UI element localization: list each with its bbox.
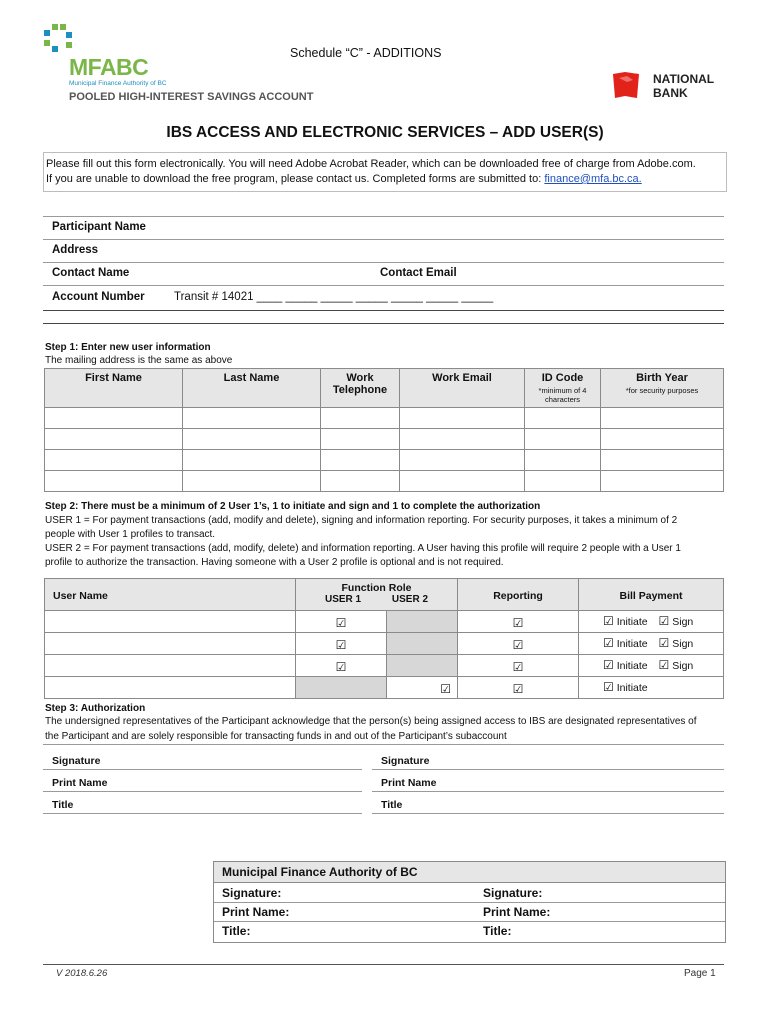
initiate-label: Initiate <box>616 682 648 694</box>
participant-title-2-field[interactable] <box>450 795 720 813</box>
col-user1: USER 1 <box>324 594 362 605</box>
table-row <box>45 611 724 633</box>
col-user2: USER 2 <box>391 594 429 605</box>
reporting-checkbox[interactable]: ☑ <box>458 677 579 699</box>
national-bank-line1: NATIONAL <box>653 72 715 86</box>
mfabc-logo-name: MFABC <box>69 54 149 80</box>
page-number: Page 1 <box>684 968 716 979</box>
col-work-telephone: Work Telephone <box>321 369 400 408</box>
transit-number[interactable]: Transit # 14021 ____ _____ _____ _____ _____ _____ _____ <box>174 291 494 303</box>
user2-disabled <box>387 655 458 677</box>
contact-email-label: Contact Email <box>380 267 457 279</box>
sign-label: Sign <box>672 638 694 650</box>
initiate-label: Initiate <box>616 638 648 650</box>
bill-payment-cell <box>579 633 724 655</box>
mfa-print-name-1-field[interactable] <box>314 903 474 921</box>
mfabc-logo-sub: Municipal Finance Authority of BC <box>69 80 167 87</box>
mfa-signature-2-label: Signature: <box>483 886 543 900</box>
telephone-field[interactable] <box>321 450 400 471</box>
bill-payment-cell <box>579 655 724 677</box>
participant-title-1-field[interactable] <box>120 795 360 813</box>
last-name-field[interactable] <box>183 471 321 492</box>
mfa-print-name-2-field[interactable] <box>574 903 719 921</box>
divider <box>43 310 724 311</box>
last-name-field[interactable] <box>183 450 321 471</box>
email-link[interactable]: finance@mfa.bc.ca. <box>544 173 642 185</box>
address-field[interactable] <box>160 241 720 261</box>
account-number-label: Account Number <box>52 291 145 303</box>
divider <box>372 791 724 792</box>
table-row <box>45 408 724 429</box>
user2-disabled <box>387 611 458 633</box>
mfa-authorization-box <box>213 861 726 943</box>
email-field[interactable] <box>400 450 525 471</box>
bill-payment-cell <box>579 611 724 633</box>
email-field[interactable] <box>400 408 525 429</box>
national-bank-logo <box>611 70 731 102</box>
col-bill-payment: Bill Payment <box>579 579 724 611</box>
step2-table <box>44 578 724 699</box>
divider <box>43 791 362 792</box>
user1-disabled <box>296 677 387 699</box>
step1-heading: Step 1: Enter new user information <box>45 342 211 353</box>
divider <box>43 285 724 286</box>
sign-label: Sign <box>672 616 694 628</box>
col-first-name: First Name <box>45 369 183 408</box>
col-work-email: Work Email <box>400 369 525 408</box>
divider <box>43 323 724 324</box>
national-bank-flag-icon <box>611 70 641 100</box>
reporting-checkbox[interactable]: ☑ <box>458 611 579 633</box>
id-code-field[interactable] <box>525 408 601 429</box>
initiate-checkbox[interactable]: ☑ <box>603 614 614 628</box>
mfa-signature-1-label: Signature: <box>222 886 282 900</box>
divider <box>372 769 724 770</box>
divider <box>43 239 724 240</box>
step3-text-a: The undersigned representatives of the Participant acknowledge that the person(s) being assigned access to IBS are designated representatives of <box>45 716 697 727</box>
divider <box>43 744 724 745</box>
participant-print-name-2-field[interactable] <box>450 773 720 791</box>
divider <box>43 813 362 814</box>
step2-user1-a: USER 1 = For payment transactions (add, modify and delete), signing and information reporting. For security purposes, it takes a minimum of 2 <box>45 515 678 526</box>
telephone-field[interactable] <box>321 429 400 450</box>
col-reporting: Reporting <box>458 579 579 611</box>
mfa-heading-bar <box>214 862 725 883</box>
first-name-field[interactable] <box>45 471 183 492</box>
national-bank-line2: BANK <box>653 86 688 100</box>
mfa-title-1-label: Title: <box>222 924 251 938</box>
divider <box>372 813 724 814</box>
birth-year-field[interactable] <box>601 450 724 471</box>
telephone-field[interactable] <box>321 471 400 492</box>
sign-checkbox[interactable]: ☑ <box>658 658 670 672</box>
mfa-signature-1-field[interactable] <box>304 883 474 901</box>
participant-signature-2-field[interactable] <box>450 751 720 769</box>
first-name-field[interactable] <box>45 408 183 429</box>
email-field[interactable] <box>400 429 525 450</box>
user-name-field[interactable] <box>45 611 296 633</box>
last-name-field[interactable] <box>183 408 321 429</box>
user-name-field[interactable] <box>45 655 296 677</box>
participant-print-name-1-field[interactable] <box>120 773 360 791</box>
divider <box>43 216 724 217</box>
mfa-print-name-2-label: Print Name: <box>483 905 551 919</box>
step1-table <box>44 368 724 492</box>
intro-line2: If you are unable to download the free program, please contact us. Completed forms are submitted to: <box>46 173 542 185</box>
footer-divider <box>43 964 724 965</box>
step2-user2-a: USER 2 = For payment transactions (add, modify, delete) and information reporting. A User having this profile will require 2 people with a User 1 <box>45 543 681 554</box>
user-name-field[interactable] <box>45 633 296 655</box>
table-row <box>45 429 724 450</box>
participant-signature-2-label: Signature <box>381 755 430 767</box>
telephone-field[interactable] <box>321 408 400 429</box>
intro-box <box>43 152 727 192</box>
mfa-title-2-label: Title: <box>483 924 512 938</box>
step3-text-b: the Participant and are solely responsible for transacting funds in and out of the Participant’s subaccount <box>45 731 507 742</box>
account-type: POOLED HIGH-INTEREST SAVINGS ACCOUNT <box>69 91 314 103</box>
schedule-title: Schedule “C” - ADDITIONS <box>290 46 442 60</box>
sign-label: Sign <box>672 660 694 672</box>
initiate-label: Initiate <box>616 660 648 672</box>
last-name-field[interactable] <box>183 429 321 450</box>
birth-year-field[interactable] <box>601 429 724 450</box>
table-row <box>45 633 724 655</box>
user2-checkbox[interactable]: ☑ <box>387 677 458 699</box>
reporting-checkbox[interactable]: ☑ <box>458 633 579 655</box>
reporting-checkbox[interactable]: ☑ <box>458 655 579 677</box>
divider <box>43 262 724 263</box>
mfabc-logo <box>44 24 194 88</box>
mfa-signature-2-field[interactable] <box>564 883 719 901</box>
user-name-field[interactable] <box>45 677 296 699</box>
col-birth-year: Birth Year *for security purposes <box>601 369 724 408</box>
contact-name-field[interactable] <box>160 264 370 284</box>
user2-disabled <box>387 633 458 655</box>
user1-checkbox[interactable]: ☑ <box>296 611 387 633</box>
first-name-field[interactable] <box>45 429 183 450</box>
participant-name-label: Participant Name <box>52 221 146 233</box>
intro-line2-wrap <box>46 172 642 186</box>
birth-year-field[interactable] <box>601 408 724 429</box>
id-code-field[interactable] <box>525 471 601 492</box>
step3-heading: Step 3: Authorization <box>45 703 146 714</box>
table-row <box>45 677 724 699</box>
participant-signature-1-field[interactable] <box>120 751 360 769</box>
mfabc-logo-mark-icon <box>44 24 72 52</box>
initiate-checkbox[interactable]: ☑ <box>603 680 614 694</box>
divider <box>43 769 362 770</box>
step2-user1-b: people with User 1 profiles to transact. <box>45 529 216 540</box>
table-row <box>45 450 724 471</box>
contact-email-field[interactable] <box>470 264 720 284</box>
first-name-field[interactable] <box>45 450 183 471</box>
participant-print-name-2-label: Print Name <box>381 777 437 789</box>
mfa-title-1-field[interactable] <box>274 922 474 940</box>
table-row <box>45 471 724 492</box>
col-id-code: ID Code *minimum of 4 characters <box>525 369 601 408</box>
id-code-field[interactable] <box>525 429 601 450</box>
participant-title-2-label: Title <box>381 799 403 811</box>
user1-checkbox[interactable]: ☑ <box>296 655 387 677</box>
participant-title-1-label: Title <box>52 799 74 811</box>
participant-name-field[interactable] <box>160 218 720 238</box>
id-code-field[interactable] <box>525 450 601 471</box>
col-last-name: Last Name <box>183 369 321 408</box>
mfa-title-2-field[interactable] <box>534 922 719 940</box>
intro-line1: Please fill out this form electronically. You will need Adobe Acrobat Reader, which can be downloaded free of charge from Adobe.com. <box>46 158 696 170</box>
initiate-label: Initiate <box>616 616 648 628</box>
participant-signature-1-label: Signature <box>52 755 101 767</box>
participant-print-name-1-label: Print Name <box>52 777 108 789</box>
step2-heading: Step 2: There must be a minimum of 2 User 1’s, 1 to initiate and sign and 1 to complete the authorization <box>45 501 541 512</box>
sign-checkbox[interactable]: ☑ <box>658 636 670 650</box>
initiate-checkbox[interactable]: ☑ <box>603 636 614 650</box>
birth-year-field[interactable] <box>601 471 724 492</box>
version-label: V 2018.6.26 <box>56 968 108 979</box>
contact-name-label: Contact Name <box>52 267 130 279</box>
form-title: IBS ACCESS AND ELECTRONIC SERVICES – ADD USER(S) <box>166 124 604 141</box>
col-function-role: Function Role USER 1 USER 2 <box>296 579 458 611</box>
mfa-print-name-1-label: Print Name: <box>222 905 290 919</box>
table-row <box>45 655 724 677</box>
address-label: Address <box>52 244 99 256</box>
mfa-heading: Municipal Finance Authority of BC <box>222 865 418 879</box>
step1-note: The mailing address is the same as above <box>45 355 233 366</box>
col-user-name: User Name <box>45 579 296 611</box>
sign-checkbox[interactable]: ☑ <box>658 614 670 628</box>
bill-payment-cell <box>579 677 724 699</box>
initiate-checkbox[interactable]: ☑ <box>603 658 614 672</box>
email-field[interactable] <box>400 471 525 492</box>
step2-user2-b: profile to authorize the transaction. Having someone with a User 2 profile is optional and is not required. <box>45 557 504 568</box>
user1-checkbox[interactable]: ☑ <box>296 633 387 655</box>
